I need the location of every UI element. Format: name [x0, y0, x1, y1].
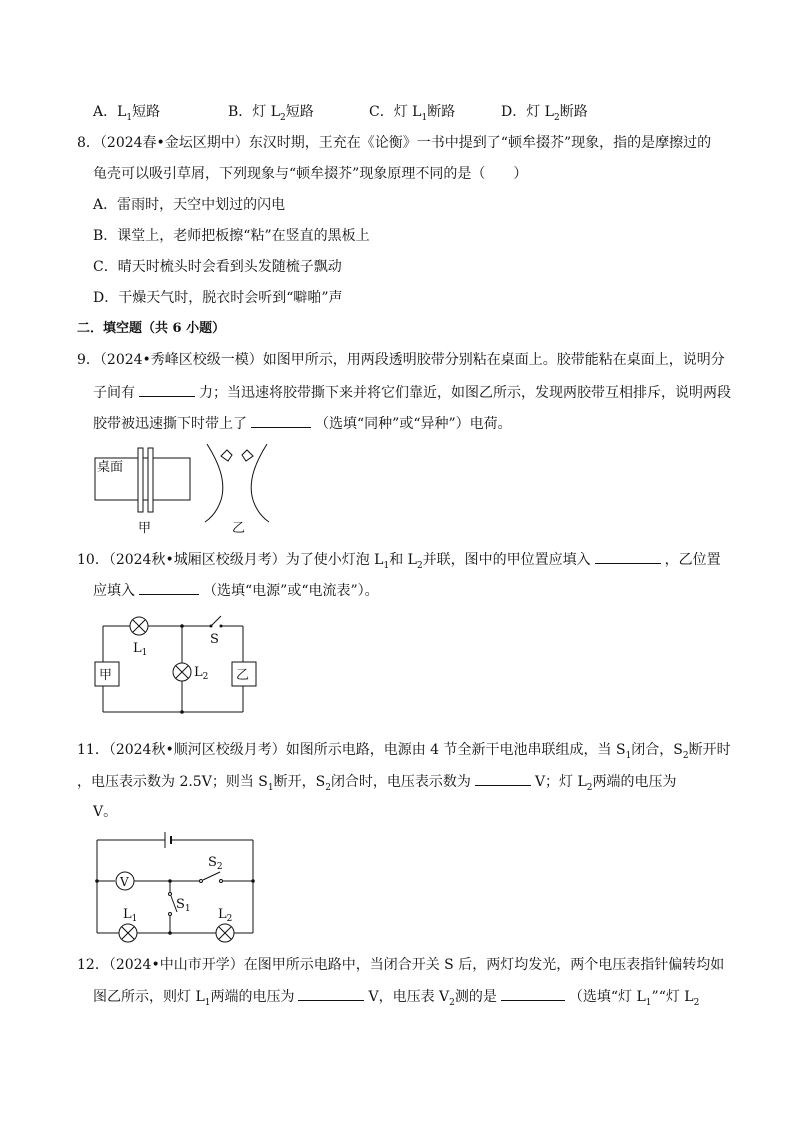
lamp-l1 [119, 924, 137, 942]
tape-strip-2 [148, 448, 153, 512]
q7-option-a[interactable]: A．$L_1$短路 [93, 104, 161, 123]
q11-stem-line1: 11．（2024秋•顺河区校级月考）如图所示电路，电源由 4 节全新干电池串联组成，当 $S_1$闭合，$S_2$断开时 [77, 742, 731, 761]
position-yi-label: 乙 [236, 668, 250, 683]
q8-stem-line2: 龟壳可以吸引草屑，下列现象与“顿牟掇芥”现象原理不同的是（ ） [93, 166, 528, 182]
switch-s1-label: $S_1$ [176, 897, 191, 914]
desk-label: 桌面 [97, 460, 124, 475]
hand-left-icon [221, 450, 232, 461]
q7-option-c[interactable]: C．灯 $L_1$断路 [369, 104, 456, 123]
switch-s [211, 616, 221, 626]
q10-blank-1[interactable] [595, 549, 661, 564]
lamp-l2 [216, 924, 234, 942]
q12-stem-line1: 12．（2024•中山市开学）在图甲所示电路中，当闭合开关 S 后，两灯均发光，两个电压表指针偏转均如 [77, 957, 725, 973]
q10-blank-2[interactable] [139, 580, 199, 595]
q12-stem-line2: 图乙所示，则灯 $L_1$两端的电压为 V，电压表 $V_2$测的是 （选填“灯 $L_1”“$灯 $L_2$ [93, 986, 699, 1007]
switch-s2 [203, 872, 220, 880]
lamp-l1-label: $L_1$ [123, 907, 138, 924]
lamp-l2-label: $L_2$ [218, 907, 233, 924]
q11-stem-line2: ，电压表示数为 2.5V；则当 $S_1$断开，$S_2$闭合时，电压表示数为 V；灯 $L_2$两端的电压为 [77, 771, 677, 792]
lamp-l1 [130, 617, 148, 635]
section-heading: 二．填空题（共 6 小题） [77, 321, 226, 336]
q11-blank-1[interactable] [475, 771, 531, 786]
hand-right-icon [242, 450, 253, 461]
q12-blank-1[interactable] [298, 986, 364, 1001]
tape-right [251, 444, 269, 522]
lamp-l2 [173, 663, 191, 681]
q7-option-b[interactable]: B．灯 $L_2$短路 [228, 104, 314, 123]
q10-circuit-figure [93, 612, 253, 721]
q9-stem-line2: 子间有 力；当迅速将胶带撕下来并将它们靠近，如图乙所示，发现两胶带互相排斥，说明两段 [93, 382, 731, 403]
tape-strip-1 [138, 448, 143, 512]
q8-stem-line1: 8．（2024春•金坛区期中）东汉时期，王充在《论衡》一书中提到了“顿牟掇芥”现象，指的是摩擦过的 [77, 135, 712, 151]
switch-s2-label: $S_2$ [208, 855, 223, 872]
lamp-l2-label: $L_2$ [194, 665, 209, 682]
q7-option-d[interactable]: D．灯 $L_2$断路 [501, 104, 588, 123]
q8-option-a[interactable]: A．雷雨时，天空中划过的闪电 [93, 197, 286, 213]
q8-option-d[interactable]: D．干燥天气时，脱衣时会听到“噼啪”声 [93, 290, 343, 306]
q11-circuit-figure [93, 828, 258, 947]
q11-stem-line3: V。 [93, 804, 118, 820]
q9-figure [93, 440, 273, 544]
position-jia-label: 甲 [99, 668, 113, 683]
q9-blank-1[interactable] [139, 382, 195, 397]
q8-option-c[interactable]: C．晴天时梳头时会看到头发随梳子飘动 [93, 259, 342, 275]
switch-s-label: S [210, 632, 219, 647]
q10-stem-line1: 10．（2024秋•城厢区校级月考）为了使小灯泡 $L_1$和 $L_2$并联，图中的甲位置应填入 ，乙位置 [77, 549, 721, 570]
voltmeter-v-label: V [120, 875, 129, 889]
q12-blank-2[interactable] [501, 986, 565, 1001]
fig-jia-label: 甲 [138, 521, 152, 536]
q9-stem-line1: 9．（2024•秀峰区校级一模）如图甲所示，用两段透明胶带分别粘在桌面上。胶带能粘在桌面上，说明分 [77, 352, 725, 368]
q9-stem-line3: 胶带被迅速撕下时带上了 （选填“同种”或“异种”）电荷。 [93, 413, 512, 434]
lamp-l1-label: $L_1$ [133, 641, 148, 658]
q8-option-b[interactable]: B．课堂上，老师把板擦“粘”在竖直的黑板上 [93, 228, 370, 244]
fig-yi-label: 乙 [232, 521, 246, 536]
q9-blank-2[interactable] [251, 413, 311, 428]
q10-stem-line2: 应填入 （选填“电源”或“电流表”）。 [93, 580, 379, 601]
option-letter: A． [93, 104, 118, 120]
battery-icon [165, 832, 171, 848]
tape-left [205, 444, 223, 522]
